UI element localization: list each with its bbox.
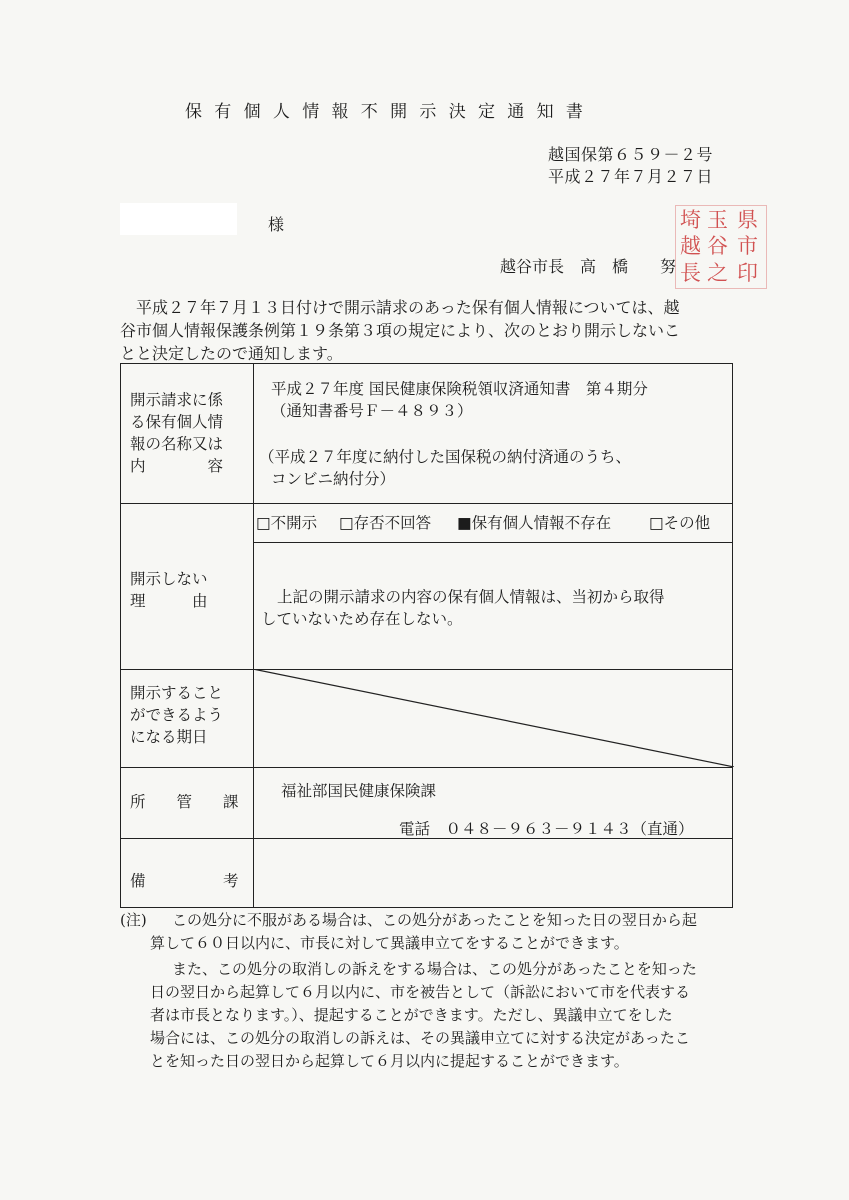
department-name: 福祉部国民健康保険課	[281, 782, 437, 800]
label-reason-line-1: 開示しない	[130, 570, 208, 588]
note-line-1: この処分に不服がある場合は、この処分があったことを知った日の翌日から起	[172, 911, 697, 929]
request-content-line-3: （平成２７年度に納付した国保税の納付済通のうち、	[259, 448, 632, 466]
official-seal: 埼 越 玉 谷 県 市 長 之 印	[675, 205, 767, 289]
label-disclosure-date-line-3: になる期日	[130, 728, 208, 746]
note-line-4: 日の翌日から起算して６月以内に、市を被告として（訴訟において市を代表する	[150, 983, 691, 1001]
note-line-5: 者は市長となります。）、提起することができます。ただし、異議申立てをした	[150, 1006, 673, 1024]
label-request-line-4: 内 容	[130, 457, 224, 475]
request-content-line-1: 平成２７年度 国民健康保険税領収済通知書 第４期分	[271, 380, 648, 398]
row-divider	[121, 503, 732, 504]
label-disclosure-date-line-1: 開示すること	[130, 684, 224, 702]
option-neither-confirm-nor-deny	[339, 512, 431, 534]
option-other	[649, 512, 710, 534]
table-column-divider	[253, 364, 254, 907]
option-label: その他	[663, 514, 711, 532]
request-content-line-4: コンビニ納付分）	[271, 470, 396, 488]
intro-line-2: 谷市個人情報保護条例第１９条第３項の規定により、次のとおり開示しないこ	[120, 321, 681, 340]
document-number: 越国保第６５９－２号	[548, 145, 714, 164]
redacted-name-box	[120, 203, 237, 235]
document-title: 保有個人情報不開示決定通知書	[185, 102, 596, 122]
options-divider	[253, 542, 732, 543]
label-request-line-1: 開示請求に係	[130, 391, 224, 409]
label-request-line-2: る保有個人情	[130, 413, 224, 431]
option-label: 存否不回答	[353, 514, 432, 532]
checkbox-unchecked-icon: □	[649, 514, 664, 532]
note-line-3: また、この処分の取消しの訴えをする場合は、この処分があったことを知った	[172, 960, 697, 978]
label-disclosure-date-line-2: ができるよう	[130, 706, 224, 724]
note-line-6: 場合には、この処分の取消しの訴えは、その異議申立てに対する決定があったこ	[150, 1029, 690, 1047]
disclosure-table	[120, 363, 733, 908]
label-request-line-3: 報の名称又は	[130, 435, 224, 453]
intro-line-1: 平成２７年７月１３日付けで開示請求のあった保有個人情報については、越	[120, 298, 680, 317]
checkbox-checked-icon: ■	[457, 514, 472, 532]
option-label: 不開示	[270, 514, 318, 532]
option-label: 保有個人情報不存在	[471, 514, 612, 532]
request-content-line-2: （通知書番号Ｆ－４８９３）	[271, 402, 473, 420]
option-non-disclosure	[256, 512, 317, 534]
note-line-7: とを知った日の翌日から起算して６月以内に提起することができます。	[150, 1052, 629, 1070]
row-divider	[121, 767, 732, 768]
note-marker: (注)	[120, 911, 147, 929]
intro-line-3: とと決定したので通知します。	[120, 344, 343, 363]
reason-line-2: していないため存在しない。	[261, 610, 463, 628]
department-phone: 電話 ０４８－９６３－９１４３（直通）	[399, 820, 694, 838]
reason-line-1: 上記の開示請求の内容の保有個人情報は、当初から取得	[277, 588, 665, 606]
document-date: 平成２７年７月２７日	[548, 167, 714, 186]
addressee-suffix: 様	[268, 215, 285, 234]
label-department: 所 管 課	[130, 793, 239, 811]
checkbox-unchecked-icon: □	[339, 514, 354, 532]
note-line-2: 算して６０日以内に、市長に対して異議申立てをすることができます。	[150, 934, 629, 952]
issuer-name: 越谷市長 高 橋 努	[500, 257, 677, 276]
label-remarks: 備 考	[130, 872, 239, 890]
blank-strike-line	[253, 669, 734, 767]
checkbox-unchecked-icon: □	[256, 514, 271, 532]
label-reason-line-2: 理 由	[130, 592, 208, 610]
option-information-nonexistent	[457, 512, 611, 534]
